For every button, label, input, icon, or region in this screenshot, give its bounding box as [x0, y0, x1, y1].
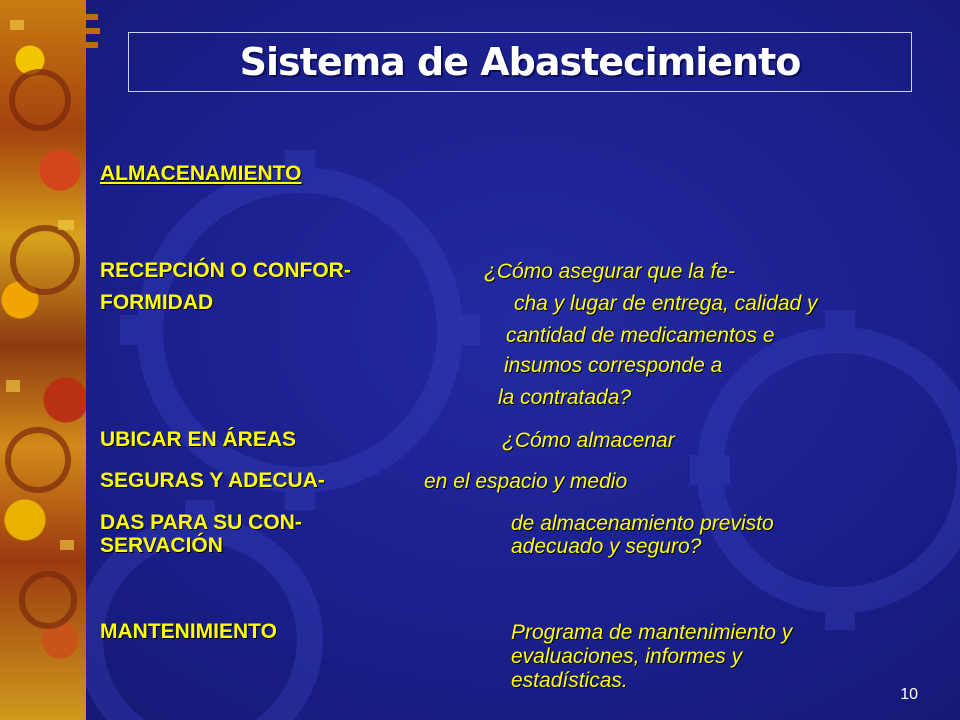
row2-right-line1: ¿Cómo almacenar: [502, 429, 675, 452]
row2-left-line3: DAS PARA SU CON-: [100, 511, 302, 534]
row3-right-line3: estadísticas.: [511, 669, 628, 692]
row3-right-line2: evaluaciones, informes y: [511, 645, 743, 668]
page-number: 10: [900, 686, 918, 703]
decorative-left-strip: [0, 0, 86, 720]
row1-left-line1: RECEPCIÓN O CONFOR-: [100, 259, 351, 282]
row1-right-line5: la contratada?: [498, 386, 632, 409]
row2-right-line2: en el espacio y medio: [424, 470, 628, 493]
row2-left-line1: UBICAR EN ÁREAS: [100, 428, 297, 451]
row2-right-line3: de almacenamiento previsto: [511, 512, 774, 535]
slide-title: Sistema de Abastecimiento: [239, 40, 801, 84]
row1-right-line2: cha y lugar de entrega, calidad y: [514, 292, 818, 315]
row2-right-line4: adecuado y seguro?: [511, 535, 702, 558]
section-heading: ALMACENAMIENTO: [100, 162, 302, 185]
row1-right-line3: cantidad de medicamentos e: [506, 324, 775, 347]
row2-left-line4: SERVACIÓN: [100, 534, 223, 557]
gear-strip-icon: [0, 0, 86, 720]
title-box: [128, 32, 912, 92]
row1-right-line1: ¿Cómo asegurar que la fe-: [484, 260, 735, 283]
row1-right-line4: insumos corresponde a: [504, 354, 723, 377]
row2-left-line2: SEGURAS Y ADECUA-: [100, 469, 325, 492]
row3-right-line1: Programa de mantenimiento y: [511, 621, 793, 644]
row1-left-line2: FORMIDAD: [100, 291, 214, 314]
row3-left-line1: MANTENIMIENTO: [100, 620, 277, 643]
corner-gear-icon: [82, 8, 132, 58]
